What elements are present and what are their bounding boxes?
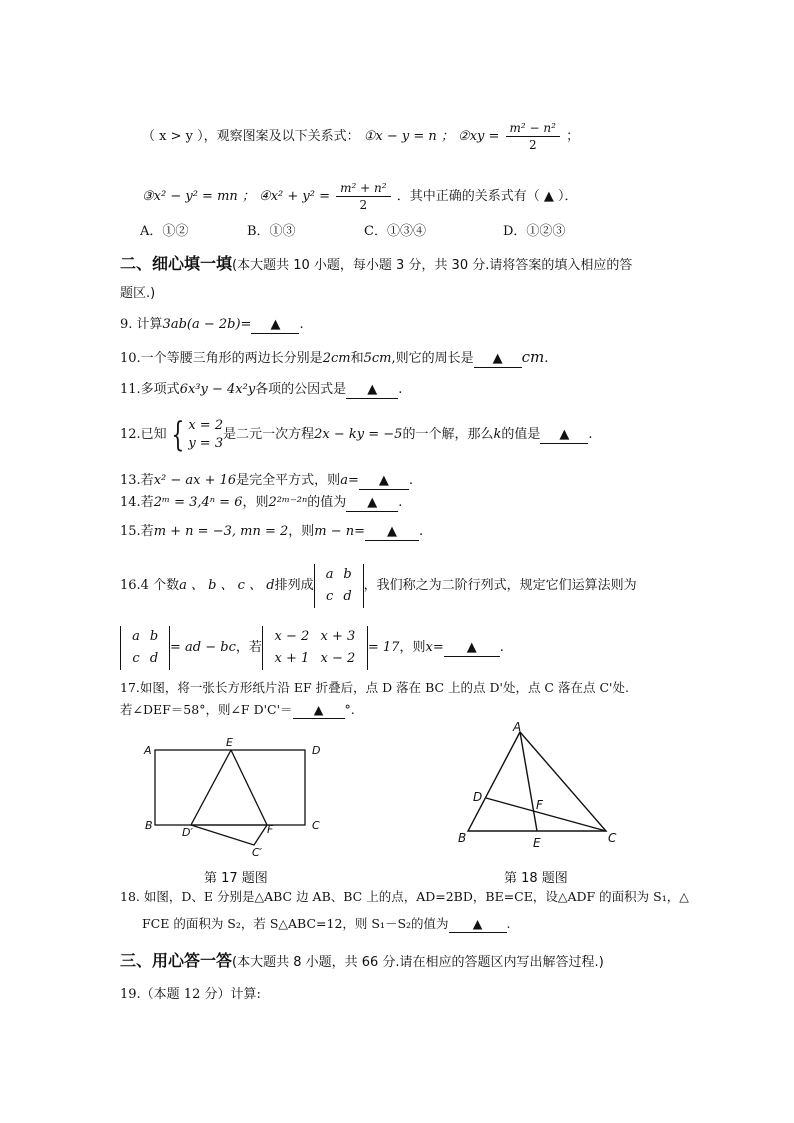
fig18-label-b: B	[458, 831, 467, 845]
fig17-label-a: A	[144, 744, 152, 757]
section-3-heading	[120, 951, 604, 973]
q8-fraction-2: $\frac{\text{m² + n²}}{2}$	[336, 180, 390, 213]
q8-condition: （ x > y ），观察图案及以下关系式：	[142, 129, 360, 144]
fig17-label-f: F	[267, 823, 274, 836]
q8-relation-3: ③x² − y² = mn ；	[142, 189, 255, 204]
question-18-line-1: 18. 如图，D、E 分别是△ABC 边 AB、BC 上的点，AD=2BD，BE=CE，设△ADF 的面积为 S₁，△	[120, 889, 689, 904]
section-3-note: (本大题共 8 小题，共 66 分.请在相应的答题区内写出解答过程.)	[232, 955, 604, 970]
fig18-label-a: A	[513, 720, 522, 734]
q15-answer-blank: ▲	[365, 524, 419, 541]
q8-line-2: ③x² − y² = mn ； ④x² + y² = $\frac{\text{m² + n²}}{2}$ ．其中正确的关系式有（ ▲ ）．	[142, 181, 578, 212]
fig18-triangle-abc	[468, 732, 606, 831]
q12-equation: 2x − ky = −5	[314, 427, 403, 442]
q8-relation-1: ①x − y = n ；	[363, 129, 454, 144]
q16-determinant-def: a b c d	[314, 564, 364, 608]
q10-answer-blank: ▲	[474, 351, 522, 368]
q18-answer-blank: ▲	[449, 916, 507, 933]
fig18-label-f: F	[536, 798, 543, 812]
q13-answer-blank: ▲	[359, 473, 409, 490]
q8-choice-c: C．①③④	[364, 224, 426, 239]
question-19: 19.（本题 12 分）计算:	[120, 987, 261, 1002]
question-14: 14.若2ᵐ = 3,4ⁿ = 6，则2²ᵐ⁻²ⁿ的值为 ▲ .	[120, 495, 403, 510]
fig17-label-c: C	[312, 819, 320, 832]
q8-fraction-1: $\frac{\text{m² − n²}}{2}$	[506, 120, 560, 153]
section-2-heading	[120, 254, 632, 276]
fig18-segment-ae	[520, 732, 537, 831]
q12-answer-blank: ▲	[540, 427, 588, 444]
q9-answer-blank: ▲	[251, 317, 299, 334]
section-2-note: (本大题共 10 小题，每小题 3 分，共 30 分.请将答案的填入相应的答	[232, 258, 633, 273]
fig18-segment-dc	[486, 798, 606, 831]
figure-17-caption: 第 17 题图	[204, 871, 268, 886]
q11-answer-blank: ▲	[346, 382, 398, 399]
fig18-label-e: E	[533, 836, 541, 850]
q8-line-1: （ x > y ），观察图案及以下关系式： ①x − y = n ； ②xy = $\frac{\text{m² − n²}}{2}$ ；	[142, 121, 580, 152]
q8-choice-a: A．①②	[140, 224, 189, 239]
q16-determinant-rule: a b c d	[120, 626, 170, 670]
q12-system: x = 2 y = 3	[188, 417, 224, 451]
fig17-label-b: B	[145, 819, 153, 832]
q12-brace: {	[171, 414, 184, 455]
question-16-line-1: 16.4 个数a 、 b 、 c 、 d排列成a b c d，我们称之为二阶行列式，规定它们运算法则为	[120, 562, 637, 610]
fig18-label-c: C	[608, 831, 617, 845]
section-2-note-cont: 题区.)	[120, 286, 156, 301]
question-10: 10.一个等腰三角形的两边长分别是2cm和5cm,则它的周长是 ▲ cm.	[120, 348, 549, 366]
fig17-folded-flap	[191, 825, 267, 845]
question-9: 9. 计算3ab(a − 2b)= ▲ .	[120, 317, 304, 332]
q16-determinant-equation: x − 2 x + 3 x + 1 x − 2	[262, 626, 368, 670]
figure-17	[140, 735, 340, 865]
fig18-label-d: D	[473, 790, 483, 804]
question-18-line-2: FCE 的面积为 S₂，若 S△ABC=12，则 S₁－S₂的值为 ▲ .	[142, 916, 511, 931]
fig17-label-d-prime: D′	[182, 826, 193, 839]
figure-18	[450, 720, 630, 855]
question-15: 15.若m + n = −3, mn = 2，则m − n= ▲ .	[120, 524, 424, 539]
fig17-rectangle	[155, 750, 305, 825]
question-17-line-1: 17.如图，将一张长方形纸片沿 EF 折叠后，点 D 落在 BC 上的点 D'处，点 C 落在点 C'处.	[120, 680, 629, 695]
question-11: 11.多项式6x³y − 4x²y各项的公因式是 ▲ .	[120, 382, 403, 397]
fig17-label-d: D	[312, 744, 321, 757]
q8-relation-2: ②xy =	[458, 129, 500, 144]
question-13: 13.若x² − ax + 16是完全平方式，则a= ▲ .	[120, 473, 413, 488]
q8-choice-b: B．①③	[247, 224, 296, 239]
section-3-title: 三、用心答一答	[120, 951, 233, 970]
q14-answer-blank: ▲	[346, 495, 398, 512]
q8-choice-d: D．①②③	[503, 224, 566, 239]
question-12: 12.已知 { x = 2 y = 3 是二元一次方程2x − ky = −5的一个解，那么k的值是 ▲ .	[120, 414, 593, 455]
fig17-fold-triangle	[191, 750, 267, 825]
figure-18-caption: 第 18 题图	[504, 871, 568, 886]
q16-answer-blank: ▲	[444, 640, 500, 657]
fig17-label-e: E	[226, 736, 233, 749]
question-17-line-2: 若∠DEF＝58°，则∠F D'C'＝ ▲ °.	[120, 702, 355, 717]
section-2-title: 二、细心填一填	[120, 254, 233, 273]
q17-answer-blank: ▲	[293, 702, 345, 719]
question-16-line-2: a b c d= ad − bc，若x − 2 x + 3 x + 1 x − 2= 17，则x= ▲ .	[120, 624, 504, 672]
fig17-label-c-prime: C′	[252, 846, 263, 859]
q9-expression: 3ab(a − 2b)	[162, 317, 241, 332]
q8-relation-4: ④x² + y² =	[259, 189, 330, 204]
q11-expression: 6x³y − 4x²y	[179, 382, 256, 397]
